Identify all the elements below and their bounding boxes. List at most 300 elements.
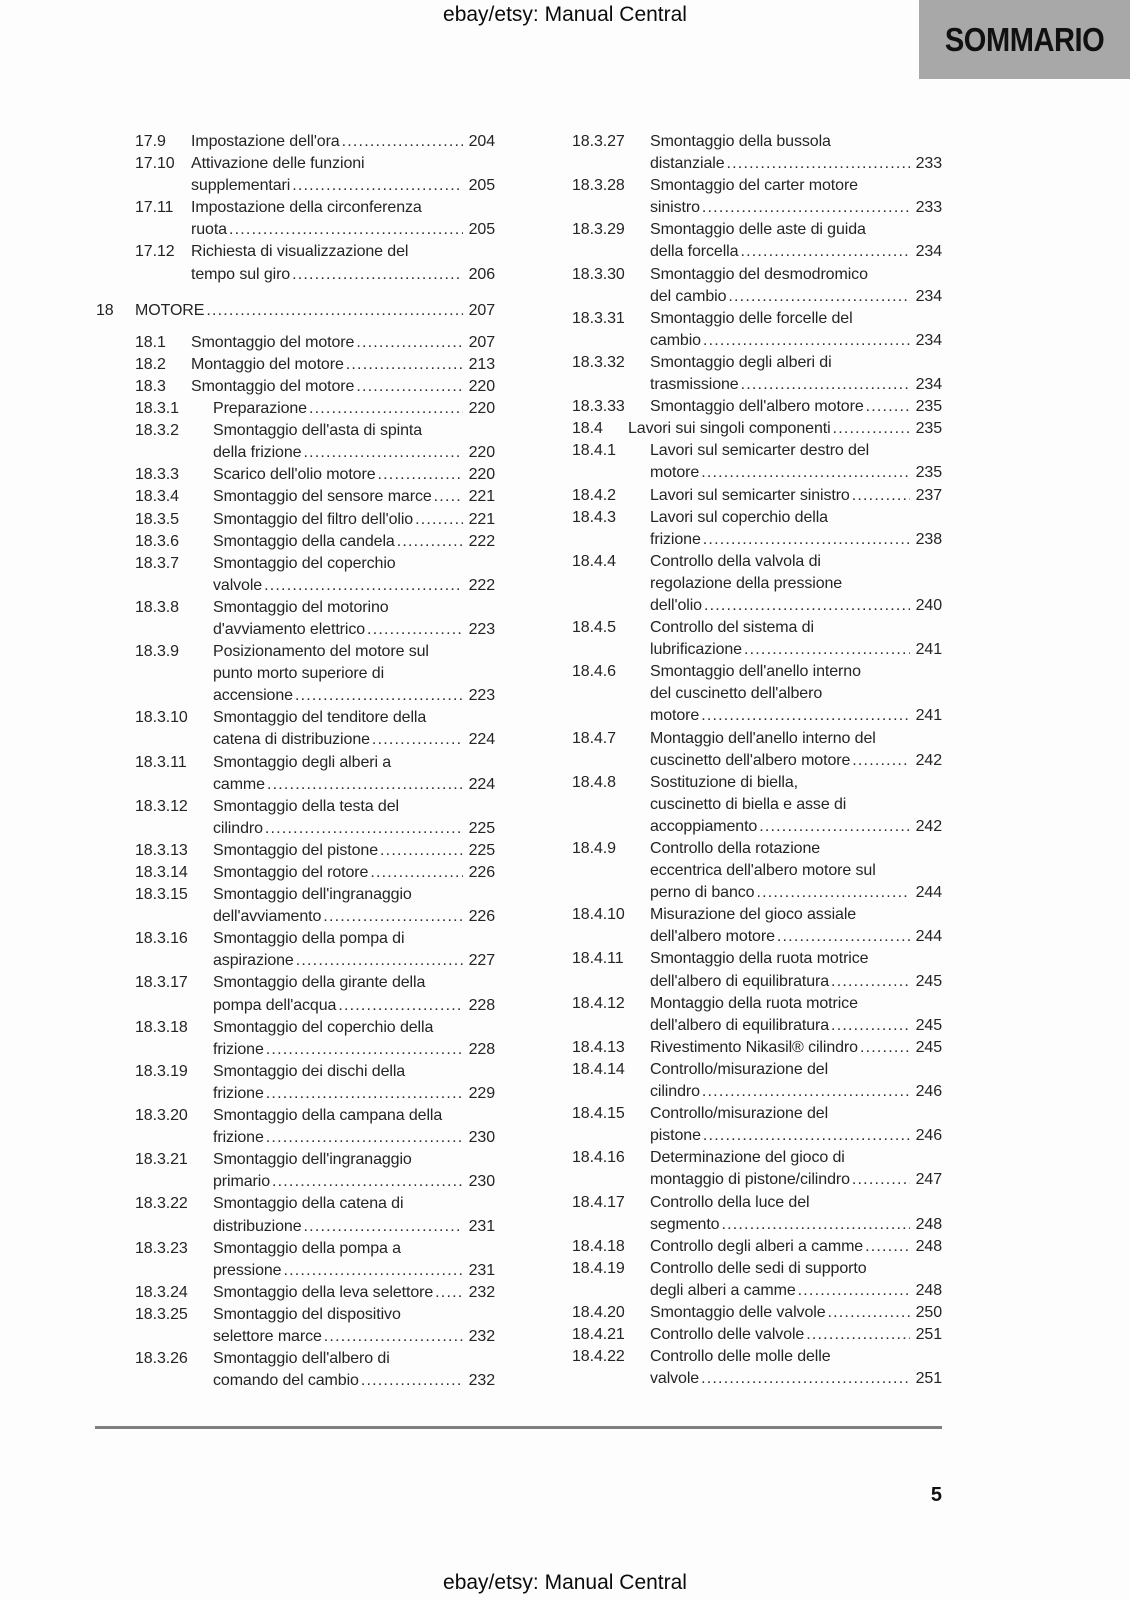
toc-entry: [135, 641, 495, 707]
toc-entry-page: 230: [468, 1129, 495, 1147]
toc-entry: [572, 838, 942, 904]
toc-entry-body: [191, 153, 495, 197]
toc-leader-dots: [740, 241, 909, 263]
toc-entry-body: [650, 948, 942, 992]
toc-leader-dots: [756, 882, 909, 904]
toc-entry: [572, 1147, 942, 1191]
toc-entry-number: 18.3.33: [572, 398, 625, 416]
toc-entry-title-line: degli alberi a camme: [650, 1281, 796, 1299]
toc-entry-number: 18.3.28: [572, 177, 625, 195]
toc-entry-page: 205: [468, 221, 495, 239]
toc-entry: [135, 1017, 495, 1061]
toc-entry-last-line: [213, 862, 495, 884]
toc-entry-page: 230: [468, 1173, 495, 1191]
toc-entry: [135, 464, 495, 486]
toc-entry-title-line: frizione: [650, 530, 701, 548]
toc-entry-last-line: [650, 1280, 942, 1302]
toc-entry-last-line: [650, 462, 942, 484]
toc-entry-page: 231: [468, 1261, 495, 1279]
toc-entry-body: [213, 862, 495, 884]
toc-entry-page: 207: [468, 301, 495, 319]
toc-entry-title-line: Smontaggio del carter motore: [650, 177, 858, 195]
toc-entry-title-line: Smontaggio della testa del: [213, 797, 399, 815]
toc-entry-title-line: Controllo del sistema di: [650, 619, 814, 637]
toc-entry-body: [213, 486, 495, 508]
toc-entry-last-line: [650, 374, 942, 396]
toc-entry-body: [650, 175, 942, 219]
toc-entry-page: 248: [915, 1237, 942, 1255]
toc-entry: [135, 707, 495, 751]
toc-entry-number: 18.3.4: [135, 488, 179, 506]
toc-entry-page: 225: [468, 819, 495, 837]
toc-leader-dots: [866, 396, 910, 418]
toc-entry-last-line: [135, 300, 495, 322]
toc-entry-last-line: [191, 219, 495, 241]
toc-entry-number: 18.3.14: [135, 864, 188, 881]
toc-entry-number: 18.3.20: [135, 1107, 188, 1125]
toc-entry: [135, 597, 495, 641]
toc-leader-dots: [703, 1125, 910, 1147]
toc-entry: [135, 1061, 495, 1105]
toc-entry-page: 204: [468, 133, 495, 150]
toc-entry-title-line: dell'olio: [650, 596, 702, 614]
toc-entry-title-line: dell'avviamento: [213, 908, 322, 926]
toc-leader-dots: [865, 1236, 909, 1258]
toc-entry: [572, 1059, 942, 1103]
toc-entry-number: 18.3.29: [572, 221, 625, 239]
toc-entry: [572, 993, 942, 1037]
toc-entry-number: 18.4.1: [572, 442, 616, 460]
toc-entry-body: [191, 131, 495, 153]
toc-leader-dots: [266, 1039, 463, 1061]
toc-entry-last-line: [650, 1081, 942, 1103]
toc-entry-title-line: Controllo delle sedi di supporto: [650, 1259, 867, 1277]
toc-leader-dots: [852, 750, 909, 772]
toc-entry-title-line: distanziale: [650, 155, 725, 173]
toc-entry-number: 18.4.4: [572, 552, 616, 570]
toc-entry-body: [213, 884, 495, 928]
toc-entry-number: 18.3.16: [135, 930, 188, 948]
toc-entry-last-line: [650, 241, 942, 263]
toc-entry-page: 207: [468, 333, 495, 351]
toc-entry-title-line: Scarico dell'olio motore: [213, 466, 376, 484]
toc-entry: [135, 332, 495, 354]
toc-leader-dots: [292, 175, 462, 197]
toc-entry-title-line: Controllo/misurazione del: [650, 1060, 829, 1078]
toc-entry-body: [650, 1258, 942, 1302]
page-number: 5: [930, 1484, 942, 1506]
toc-entry-title-line: Smontaggio dell'albero motore: [650, 398, 864, 416]
toc-entry-page: 251: [915, 1326, 942, 1344]
toc-entry-last-line: [213, 995, 495, 1017]
toc-entry-title-line: cilindro: [213, 819, 263, 837]
toc-entry-title-line: Richiesta di visualizzazione del: [191, 243, 409, 261]
toc-entry-title-line: pompa dell'acqua: [213, 996, 337, 1014]
toc-entry: [572, 485, 942, 507]
toc-entry-title-line: Smontaggio della bussola: [650, 133, 831, 150]
toc-entry-body: [650, 728, 942, 772]
toc-entry-page: 225: [468, 841, 495, 859]
toc-entry-title-line: Smontaggio della pompa a: [213, 1239, 401, 1257]
toc-entry-number: 18.3.19: [135, 1062, 188, 1080]
toc-entry-page: 213: [468, 355, 495, 373]
toc-entry-number: 18.3.3: [135, 466, 179, 484]
toc-entry-last-line: [213, 1216, 495, 1238]
toc-entry-title-line: Controllo della rotazione: [650, 840, 821, 857]
toc-entry-number: 18.4.22: [572, 1348, 625, 1366]
toc-entry-page: 244: [915, 928, 942, 946]
toc-entry-body: [650, 352, 942, 396]
toc-entry-number: 18.4.20: [572, 1303, 625, 1321]
toc-entry-title-line: Smontaggio del tenditore della: [213, 709, 427, 727]
toc-entry-body: [191, 197, 495, 241]
toc-entry-body: [213, 1282, 495, 1304]
toc-entry-page: 232: [468, 1283, 495, 1301]
toc-entry-body: [650, 772, 942, 838]
toc-entry: [135, 884, 495, 928]
toc-entry-title-line: Montaggio del motore: [191, 355, 344, 373]
toc-entry-last-line: [650, 1015, 942, 1037]
toc-entry-title-line: aspirazione: [213, 952, 294, 970]
toc-entry-body: [213, 1149, 495, 1193]
toc-entry-number: 18.4.16: [572, 1149, 625, 1167]
toc-entry: [572, 772, 942, 838]
toc-entry-title-line: Impostazione dell'ora: [191, 133, 340, 150]
toc-entry-page: 228: [468, 1040, 495, 1058]
toc-entry: [572, 904, 942, 948]
toc-entry-title-line: Impostazione della circonferenza: [191, 199, 422, 217]
toc-entry-number: 18.3.1: [135, 400, 179, 418]
toc-entry-number: 18.3.25: [135, 1305, 188, 1323]
toc-entry-body: [213, 531, 495, 553]
toc-entry-last-line: [650, 882, 942, 904]
toc-entry-body: [213, 796, 495, 840]
toc-entry-title-line: catena di distribuzione: [213, 731, 370, 749]
toc-entry: [572, 551, 942, 617]
toc-leader-dots: [378, 464, 463, 486]
toc-entry-title-line: Posizionamento del motore sul: [213, 643, 429, 661]
toc-leader-dots: [272, 1171, 463, 1193]
toc-entry-body: [650, 904, 942, 948]
toc-entry-last-line: [650, 1324, 942, 1346]
toc-entry-last-line: [650, 816, 942, 838]
toc-entry-last-line: [650, 396, 942, 418]
toc-entry-last-line: [213, 1370, 495, 1392]
toc-entry: [135, 241, 495, 285]
toc-entry-title-line: Controllo della valvola di: [650, 552, 821, 570]
toc-entry-body: [213, 1193, 495, 1237]
toc-entry-title-line: regolazione della pressione: [650, 574, 843, 592]
toc-entry-page: 233: [915, 155, 942, 173]
toc-entry: [572, 219, 942, 263]
toc-entry-page: 223: [468, 687, 495, 705]
toc-entry-last-line: [213, 1039, 495, 1061]
footer-divider-rule: [95, 1426, 942, 1429]
toc-entry-title-line: Smontaggio del motore: [191, 333, 355, 351]
toc-entry-number: 18: [96, 301, 114, 319]
toc-entry-title-line: Sostituzione di biella,: [650, 773, 799, 791]
toc-entry-last-line: [213, 442, 495, 464]
toc-entry-page: 240: [915, 596, 942, 614]
toc-leader-dots: [397, 531, 463, 553]
toc-entry-page: 235: [915, 420, 942, 438]
toc-entry-page: 235: [915, 464, 942, 482]
toc-entry-page: 234: [915, 243, 942, 261]
toc-entry-title-line: Controllo delle molle delle: [650, 1348, 831, 1366]
toc-entry: [572, 1236, 942, 1258]
toc-entry-number: 17.9: [135, 133, 166, 150]
toc-leader-dots: [296, 950, 463, 972]
toc-entry-number: 18.4.7: [572, 729, 616, 747]
toc-entry-title-line: Lavori sul semicarter sinistro: [650, 486, 850, 504]
toc-entry-title-line: d'avviamento elettrico: [213, 620, 366, 638]
toc-entry: [135, 553, 495, 597]
toc-entry-title-line: motore: [650, 707, 700, 725]
toc-entry-body: [650, 1236, 942, 1258]
toc-leader-dots: [264, 575, 462, 597]
toc-entry-title-line: cambio: [650, 331, 701, 349]
toc-entry: [96, 300, 495, 322]
toc-entry-page: 245: [915, 1038, 942, 1056]
toc-entry-body: [213, 398, 495, 420]
toc-entry-page: 241: [915, 641, 942, 659]
toc-entry: [135, 840, 495, 862]
toc-entry-body: [213, 553, 495, 597]
toc-entry: [572, 1037, 942, 1059]
toc-entry-title-line: Smontaggio delle valvole: [650, 1303, 826, 1321]
toc-entry-body: [213, 509, 495, 531]
toc-leader-dots: [356, 376, 462, 398]
toc-entry-last-line: [213, 531, 495, 553]
toc-entry-page: 220: [468, 400, 495, 418]
toc-entry-number: 18.4.15: [572, 1105, 625, 1123]
toc-entry-body: [628, 418, 942, 440]
toc-entry-title-line: Controllo/misurazione del: [650, 1105, 829, 1123]
toc-entry-title-line: Smontaggio del filtro dell'olio: [213, 510, 414, 528]
toc-entry-last-line: [191, 175, 495, 197]
toc-entry-page: 220: [468, 466, 495, 484]
toc-entry-title-line: Smontaggio delle forcelle del: [650, 309, 853, 327]
toc-entry-number: 18.3.18: [135, 1018, 188, 1036]
toc-entry-last-line: [650, 153, 942, 175]
toc-entry-last-line: [213, 1127, 495, 1149]
toc-entry: [135, 928, 495, 972]
toc-entry-last-line: [650, 197, 942, 219]
toc-leader-dots: [342, 131, 463, 153]
toc-entry-number: 18.3.27: [572, 133, 625, 150]
toc-leader-dots: [806, 1324, 909, 1346]
toc-entry: [135, 531, 495, 553]
toc-entry-page: 248: [915, 1215, 942, 1233]
toc-leader-dots: [367, 619, 463, 641]
toc-entry-body: [650, 1346, 942, 1390]
toc-leader-dots: [860, 1037, 910, 1059]
toc-entry-body: [213, 1348, 495, 1392]
toc-entry-last-line: [650, 1037, 942, 1059]
toc-entry-page: 246: [915, 1127, 942, 1145]
toc-entry-page: 233: [915, 199, 942, 217]
toc-entry-page: 234: [915, 331, 942, 349]
toc-entry-last-line: [213, 1326, 495, 1348]
toc-entry-body: [135, 300, 495, 322]
toc-entry-number: 18.4.11: [572, 950, 624, 968]
toc-entry-last-line: [213, 509, 495, 531]
toc-entry-body: [213, 597, 495, 641]
toc-leader-dots: [266, 1083, 463, 1105]
toc-leader-dots: [434, 486, 463, 508]
toc-entry-page: 234: [915, 287, 942, 305]
toc-entry-number: 18.4.2: [572, 486, 616, 504]
toc-entry-title-line: Smontaggio del coperchio: [213, 554, 396, 572]
toc-entry-last-line: [650, 926, 942, 948]
toc-entry: [572, 352, 942, 396]
toc-entry-title-line: valvole: [213, 576, 263, 594]
toc-entry-number: 18.4.13: [572, 1038, 625, 1056]
toc-entry: [572, 728, 942, 772]
toc-entry-body: [650, 1192, 942, 1236]
toc-entry-title-line: Smontaggio del motore: [191, 377, 355, 395]
toc-entry-page: 221: [468, 488, 495, 506]
toc-entry-last-line: [650, 330, 942, 352]
toc-entry-body: [213, 641, 495, 707]
toc-leader-dots: [777, 926, 910, 948]
toc-entry-title-line: Controllo della luce del: [650, 1193, 810, 1211]
toc-entry-title-line: frizione: [213, 1040, 264, 1058]
toc-entry-number: 18.3.26: [135, 1350, 188, 1368]
toc-entry-title-line: Smontaggio degli alberi di: [650, 353, 832, 371]
toc-entry-number: 18.3.15: [135, 886, 188, 904]
toc-entry-number: 18.4.21: [572, 1326, 625, 1344]
toc-entry-last-line: [650, 1236, 942, 1258]
toc-entry-title-line: selettore marce: [213, 1327, 322, 1345]
toc-leader-dots: [702, 1081, 910, 1103]
toc-entry-title-line: Smontaggio della catena di: [213, 1195, 404, 1213]
toc-leader-dots: [702, 197, 910, 219]
toc-entry-number: 18.3.10: [135, 709, 188, 727]
toc-entry-page: 246: [915, 1083, 942, 1101]
toc-entry-title-line: trasmissione: [650, 376, 739, 394]
toc-entry-title-line: supplementari: [191, 177, 291, 195]
toc-leader-dots: [266, 1127, 463, 1149]
toc-entry-title-line: motore: [650, 464, 700, 482]
toc-entry-number: 18.3.2: [135, 422, 179, 440]
toc-entry-title-line: Smontaggio del dispositivo: [213, 1305, 401, 1323]
toc-entry-number: 18.4.18: [572, 1237, 625, 1255]
toc-entry-body: [650, 440, 942, 484]
toc-entry-number: 18.3.5: [135, 510, 179, 528]
toc-entry: [135, 420, 495, 464]
toc-entry: [572, 661, 942, 727]
toc-entry-page: 221: [468, 510, 495, 528]
toc-entry-last-line: [650, 1214, 942, 1236]
toc-entry-body: [650, 396, 942, 418]
toc-entry-title-line: primario: [213, 1173, 270, 1191]
toc-entry: [572, 131, 942, 175]
toc-entry-page: 227: [468, 952, 495, 970]
toc-entry-number: 18.1: [135, 333, 166, 351]
toc-leader-dots: [744, 639, 910, 661]
toc-entry-body: [650, 131, 942, 175]
toc-leader-dots: [267, 774, 463, 796]
toc-entry-body: [213, 1017, 495, 1061]
toc-entry-body: [191, 332, 495, 354]
toc-entry-title-line: Smontaggio del rotore: [213, 864, 369, 881]
toc-leader-dots: [435, 1282, 462, 1304]
page-footer-title: ebay/etsy: Manual Central: [443, 1571, 687, 1594]
toc-leader-dots: [798, 1280, 910, 1302]
toc-leader-dots: [303, 442, 462, 464]
toc-entry-last-line: [213, 1171, 495, 1193]
toc-entry-body: [650, 661, 942, 727]
toc-entry-title-line: pistone: [650, 1127, 701, 1145]
toc-entry-page: 224: [468, 775, 495, 793]
toc-entry-title-line: montaggio di pistone/cilindro: [650, 1171, 850, 1189]
toc-entry-title-line: camme: [213, 775, 265, 793]
toc-column-right: [572, 131, 942, 1390]
toc-entry-number: 18.3.21: [135, 1151, 188, 1169]
toc-entry-page: 226: [468, 908, 495, 926]
toc-entry-title-line: Smontaggio dell'asta di spinta: [213, 422, 423, 440]
toc-entry-title-line: del cuscinetto dell'albero: [650, 685, 823, 703]
toc-leader-dots: [295, 685, 463, 707]
toc-entry-title-line: MOTORE: [135, 301, 205, 319]
toc-entry-number: 18.4.14: [572, 1060, 625, 1078]
toc-leader-dots: [304, 1216, 463, 1238]
toc-entry-title-line: Preparazione: [213, 400, 307, 418]
toc-entry-last-line: [213, 575, 495, 597]
toc-leader-dots: [701, 462, 909, 484]
toc-entry: [135, 197, 495, 241]
toc-entry-body: [650, 1103, 942, 1147]
toc-entry: [572, 948, 942, 992]
toc-entry-page: 231: [468, 1217, 495, 1235]
toc-entry-title-line: frizione: [213, 1129, 264, 1147]
toc-entry-body: [650, 308, 942, 352]
toc-entry-title-line: della forcella: [650, 243, 739, 261]
toc-entry-number: 18.3.12: [135, 797, 188, 815]
toc-entry: [135, 1238, 495, 1282]
toc-entry-title-line: Smontaggio del motorino: [213, 598, 389, 616]
toc-leader-dots: [265, 818, 463, 840]
toc-entry-number: 17.10: [135, 155, 175, 173]
toc-entry-title-line: accensione: [213, 687, 293, 705]
toc-entry-body: [650, 1059, 942, 1103]
toc-leader-dots: [380, 840, 463, 862]
toc-entry: [572, 175, 942, 219]
toc-entry-title-line: Smontaggio dell'ingranaggio: [213, 886, 412, 904]
toc-entry-last-line: [213, 840, 495, 862]
toc-entry-page: 232: [468, 1372, 495, 1390]
toc-entry-title-line: Smontaggio della pompa di: [213, 930, 405, 948]
toc-entry-body: [650, 993, 942, 1037]
toc-entry: [572, 396, 942, 418]
toc-entry-number: 18.4.12: [572, 994, 625, 1012]
toc-entry: [135, 1149, 495, 1193]
toc-entry-title-line: Smontaggio dell'anello interno: [650, 663, 861, 681]
toc-entry-page: 220: [468, 444, 495, 462]
toc-leader-dots: [206, 300, 462, 322]
toc-entry-last-line: [650, 529, 942, 551]
toc-entry: [135, 796, 495, 840]
toc-entry-body: [213, 752, 495, 796]
sommario-label: SOMMARIO: [944, 20, 1105, 58]
toc-entry-title-line: Controllo degli alberi a camme: [650, 1237, 864, 1255]
toc-entry-title-line: cuscinetto dell'albero motore: [650, 751, 851, 769]
toc-entry-page: 251: [915, 1370, 942, 1388]
toc-entry-title-line: Smontaggio dell'ingranaggio: [213, 1151, 412, 1169]
toc-leader-dots: [852, 1169, 910, 1191]
toc-entry-title-line: Montaggio della ruota motrice: [650, 994, 858, 1012]
